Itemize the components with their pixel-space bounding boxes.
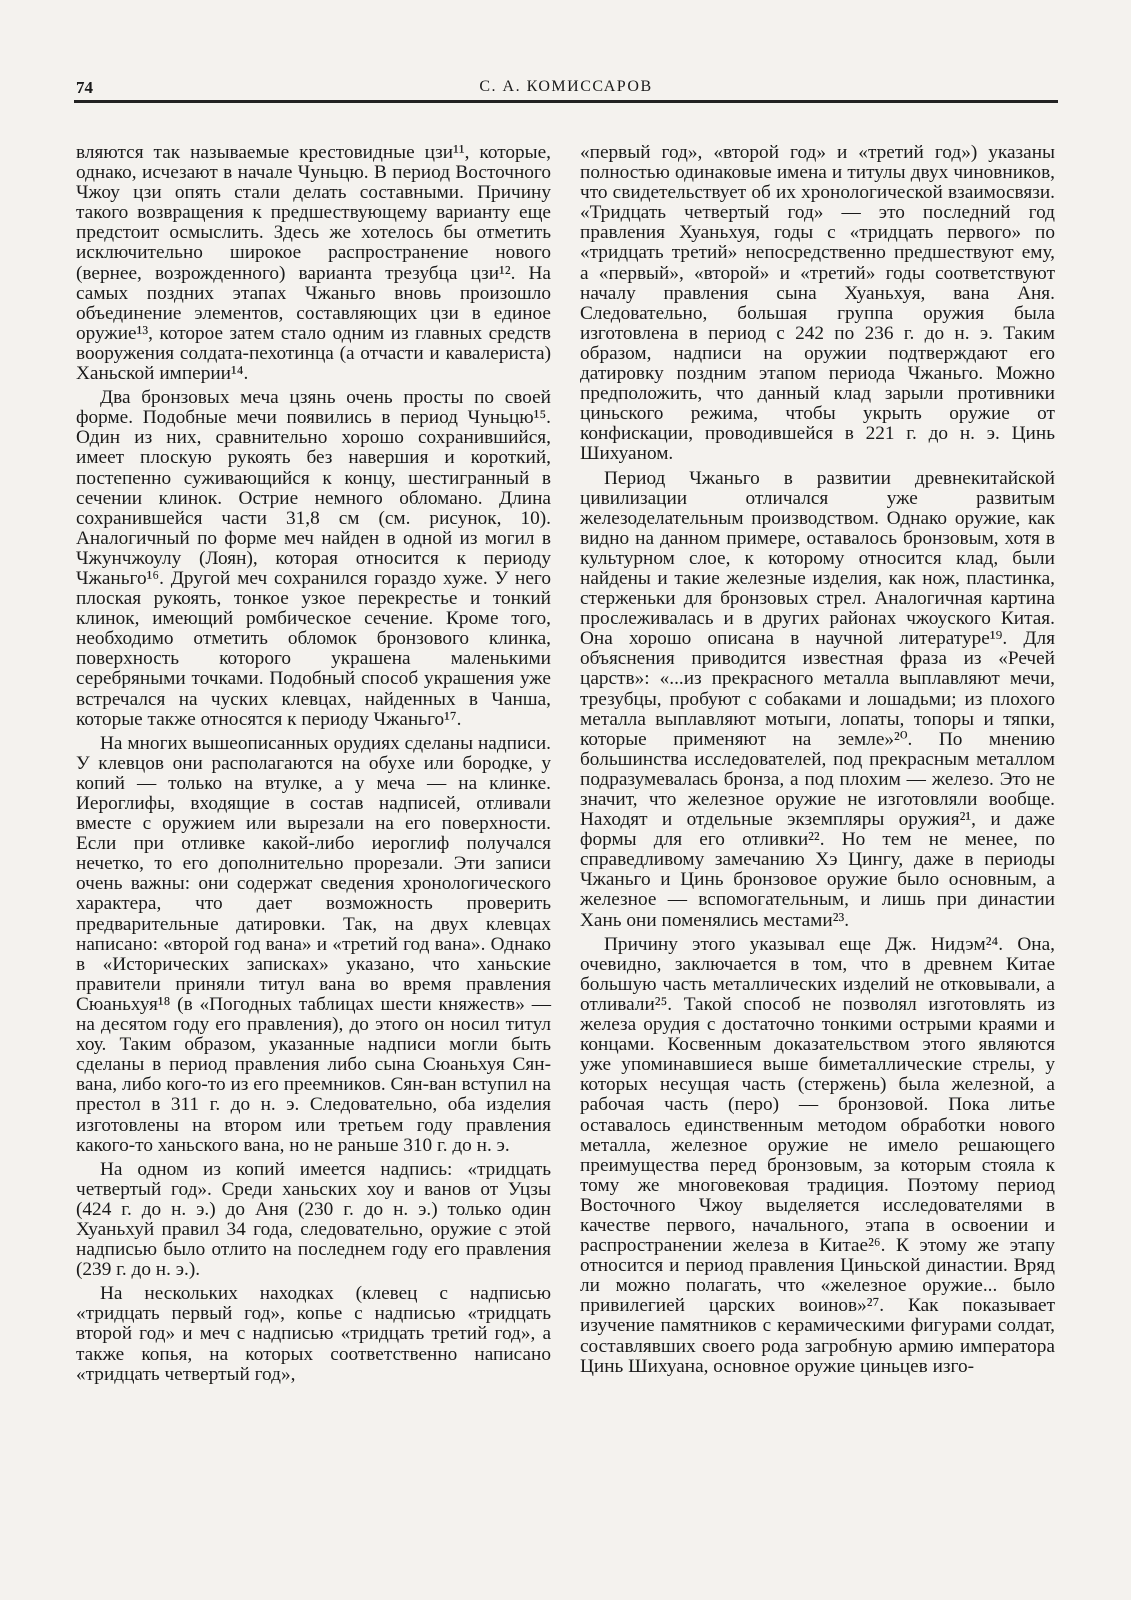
paragraph: «первый год», «второй год» и «третий год») указаны полностью одинаковые имена и титулы двух чиновников, что свидетельствует об их хронологической взаимосвязи. «Тридцать четвертый год» — это последний год правления Хуаньхуя, годы с «тридцать первого» по «тридцать третий» непосредственно предшествуют ему, а «первый», «второй» и «третий» годы соответствуют началу правления сына Хуаньхуя, вана Аня. Следовательно, большая группа оружия была изготовлена в период с 242 по 236 г. до н. э. Таким образом, надписи на оружии подтверждают его датировку поздним этапом периода Чжаньго. Можно предположить, что данный клад зарыли противники циньского режима, чтобы укрыть оружие от конфискации, проводившейся в 221 г. до н. э. Цинь Шихуаном. [580, 142, 1055, 465]
paragraph: На многих вышеописанных орудиях сделаны надписи. У клевцов они располагаются на обухе или бородке, у копий — только на втулке, а у меча — на клинке. Иероглифы, входящие в состав надписей, отливали вместе с оружием или вырезали на его поверхности. Если при отливке какой-либо иероглиф получался нечетко, то его дополнительно прорезали. Эти записи очень важны: они содержат сведения хронологического характера, что дает возможность проверить предварительные датировки. Так, на двух клевцах написано: «второй год вана» и «третий год вана». Однако в «Исторических записках» указано, что ханьские правители приняли титул вана во время правления Сюаньхуя¹⁸ (в «Погодных таблицах шести княжеств» — на десятом году его правления), до этого он носил титул хоу. Таким образом, указанные надписи могли быть сделаны в период правления либо сына Сюаньхуя Сян-вана, либо кого-то из его преемников. Сян-ван вступил на престол в 311 г. до н. э. Следовательно, оба изделия изготовлены на втором или третьем году правления какого-то ханьского вана, но не раньше 310 г. до н. э. [76, 732, 551, 1156]
paragraph: Два бронзовых меча цзянь очень просты по своей форме. Подобные мечи появились в период Чуньцю¹⁵. Один из них, сравнительно хорошо сохранившийся, имеет плоскую рукоять без навершия и короткий, постепенно суживающийся к концу, шестигранный в сечении клинок. Острие немного обломано. Длина сохранившейся части 31,8 см (см. рисунок, 10). Аналогичный по форме меч найден в одной из могил в Чжунчжоулу (Лоян), которая относится к периоду Чжаньго¹⁶. Другой меч сохранился гораздо хуже. У него плоская рукоять, тонкое узкое перекрестье и тонкий клинок, имеющий ромбическое сечение. Кроме того, необходимо отметить обломок бронзового клинка, поверхность которого украшена маленькими серебряными точками. Подобный способ украшения уже встречался на чуских клевцах, найденных в Чанша, которые также относятся к периоду Чжаньго¹⁷. [76, 387, 551, 730]
right-column [580, 143, 1055, 1377]
left-column [76, 143, 551, 1385]
paragraph: вляются так называемые крестовидные цзи¹¹, которые, однако, исчезают в начале Чуньцю. В период Восточного Чжоу цзи опять стали делать составными. Причину такого возвращения к предшествующему варианту еще предстоит осмыслить. Здесь же хотелось бы отметить исключительно широкое распространение нового (вернее, возрожденного) варианта трезубца цзи¹². На самых поздних этапах Чжаньго вновь произошло объединение элементов, составляющих цзи в единое оружие¹³, которое затем стало одним из главных средств вооружения солдата-пехотинца (а отчасти и кавалериста) Ханьской империи¹⁴. [76, 142, 551, 385]
running-title: С. А. КОМИССАРОВ [479, 78, 653, 95]
paragraph: Период Чжаньго в развитии древнекитайской цивилизации отличался уже развитым железоделательным производством. Однако оружие, как видно на данном примере, оставалось бронзовым, хотя в культурном слое, к которому относится клад, были найдены и такие железные изделия, как нож, пластинка, стерженьки для бронзовых стрел. Аналогичная картина прослеживалась и в других районах чжоуского Китая. Она хорошо описана в научной литературе¹⁹. Для объяснения приводится известная фраза из «Речей царств»: «...из прекрасного металла выплавляют мечи, трезубцы, пробуют с собаками и лошадьми; из плохого металла выплавляют мотыги, лопаты, топоры и тяпки, которые применяют на земле»²⁰. По мнению большинства исследователей, под прекрасным металлом подразумевалась бронза, а под плохим — железо. Это не значит, что железное оружие не изготовляли вообще. Находят и отдельные экземпляры оружия²¹, и даже формы для его отливки²². Но тем не менее, по справедливому замечанию Хэ Цингу, даже в периоды Чжаньго и Цинь бронзовое оружие было основным, а железное — вспомогательным, и лишь при династии Хань они поменялись местами²³. [580, 467, 1055, 931]
paragraph: На одном из копий имеется надпись: «тридцать четвертый год». Среди ханьских хоу и ванов от Уцзы (424 г. до н. э.) до Аня (230 г. до н. э.) только один Хуаньхуй правил 34 года, следовательно, оружие с этой надписью было отлито на последнем году его правления (239 г. до н. э.). [76, 1158, 551, 1281]
page-header [74, 76, 1058, 103]
page-number: 74 [76, 78, 93, 97]
paragraph: На нескольких находках (клевец с надписью «тридцать первый год», копье с надписью «тридцать второй год» и меч с надписью «тридцать третий год», а также копья, на которых соответственно написано «тридцать четвертый год», [76, 1283, 551, 1385]
paragraph: Причину этого указывал еще Дж. Нидэм²⁴. Она, очевидно, заключается в том, что в древнем Китае большую часть металлических изделий не отковывали, а отливали²⁵. Такой способ не позволял изготовлять из железа орудия с достаточно тонкими острыми краями и концами. Косвенным доказательством этого являются уже упоминавшиеся выше биметаллические стрелы, у которых несущая часть (стержень) была железной, а рабочая часть (перо) — бронзовой. Пока литье оставалось единственным методом обработки нового металла, железное оружие не имело решающего преимущества перед бронзовым, за которым стояла к тому же многовековая традиция. Поэтому период Восточного Чжоу выделяется исследователями в качестве первого, начального, этапа в освоении и распространении железа в Китае²⁶. К этому же этапу относится и период правления Циньской династии. Вряд ли можно полагать, что «железное оружие... было привилегией царских воинов»²⁷. Как показывает изучение памятников с керамическими фигурами солдат, составлявших своего рода загробную армию императора Цинь Шихуана, основное оружие циньцев изго- [580, 933, 1055, 1377]
